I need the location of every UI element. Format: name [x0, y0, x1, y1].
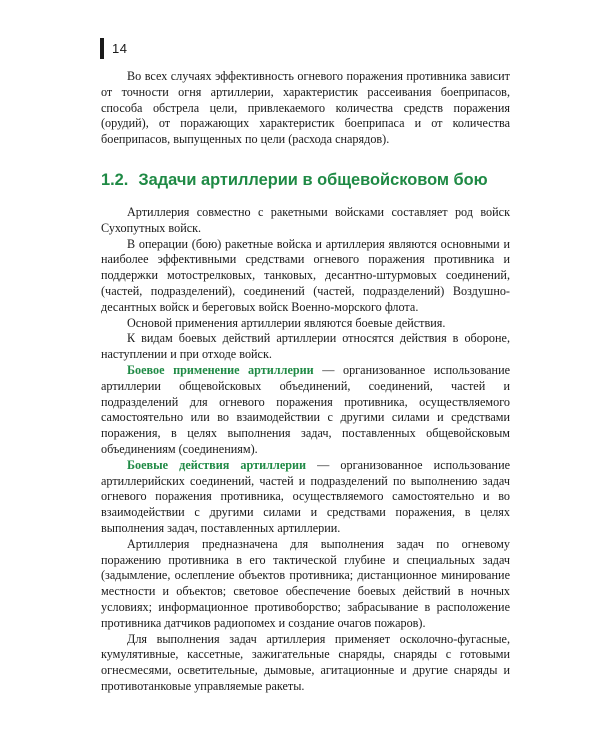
- definition-paragraph: [101, 363, 510, 458]
- intro-block: [101, 69, 510, 148]
- body-paragraph: Артиллерия предназначена для выполнения задач по огневому поражению противника в его тактической глубине и специальных задач (задымление, ослепление объектов противника; дистанционное минирование местности и объектов; световое обеспечение боевых действий в ночных условиях; информационное противоборство; забрасывание в расположение противника датчиков радиопомех и создание очагов пожаров).: [101, 536, 510, 630]
- section-number: 1.2.: [101, 171, 129, 189]
- page-number: 14: [112, 40, 128, 56]
- definition-text: — организованное использование артиллерии общевойсковых объединений, соединений, частей и подразделений для огневого поражения противника, осуществляемого самостоятельно или во взаимодействии с другими силами и средствами поражения, в целях выполнения задач, поставленных общевойсковым объединениям (соединениям).: [101, 362, 511, 456]
- body-paragraph: В операции (бою) ракетные войска и артиллерия являются основными и наиболее эффективными средствами огневого поражения противника и поддержки мотострелковых, танковых, десантно-штурмовых соединений, (частей, подразделений), соединений (частей, подразделений) Воздушно-десантных войск и береговых войск Военно-морского флота.: [101, 236, 510, 314]
- body-paragraph: Для выполнения задач артиллерия применяет осколочно-фугасные, кумулятивные, кассетные, зажигательные снаряды, снаряды с готовыми огнесмесями, осветительные, дымовые, агитационные и другие снаряды и противотанковые управляемые ракеты.: [101, 631, 510, 693]
- page-header: [100, 37, 127, 59]
- section-heading: [101, 171, 521, 190]
- section-body: [101, 205, 510, 695]
- definition-term: Боевые действия артиллерии: [127, 457, 307, 472]
- section-title: Задачи артиллерии в общевойсковом бою: [138, 171, 488, 189]
- definition-paragraph: [101, 458, 510, 537]
- intro-paragraph: Во всех случаях эффективность огневого поражения противника зависит от точности огня артиллерии, характеристик рассеивания боеприпасов, способа обстрела цели, привлекаемого количества средств поражения (орудий), от поражающих характеристик боеприпаса и от количества боеприпасов, выпущенных по цели (расхода снарядов).: [101, 69, 510, 147]
- definition-term: Боевое применение артиллерии: [127, 362, 314, 377]
- definition-text: — организованное использование артиллерийских соединений, частей и подразделений по выполнению задач огневого поражения противника, осуществляемого самостоятельно и во взаимодействии с другими силами и средствами поражения, в целях выполнения задач, поставленных артиллерии.: [101, 457, 510, 535]
- body-paragraph: Основой применения артиллерии являются боевые действия.: [127, 315, 446, 330]
- body-paragraph: К видам боевых действий артиллерии относятся действия в обороне, наступлении и при отходе войск.: [101, 331, 510, 362]
- page-marker-bar: [100, 38, 104, 59]
- body-paragraph: Артиллерия совместно с ракетными войсками составляет род войск Сухопутных войск.: [101, 205, 510, 235]
